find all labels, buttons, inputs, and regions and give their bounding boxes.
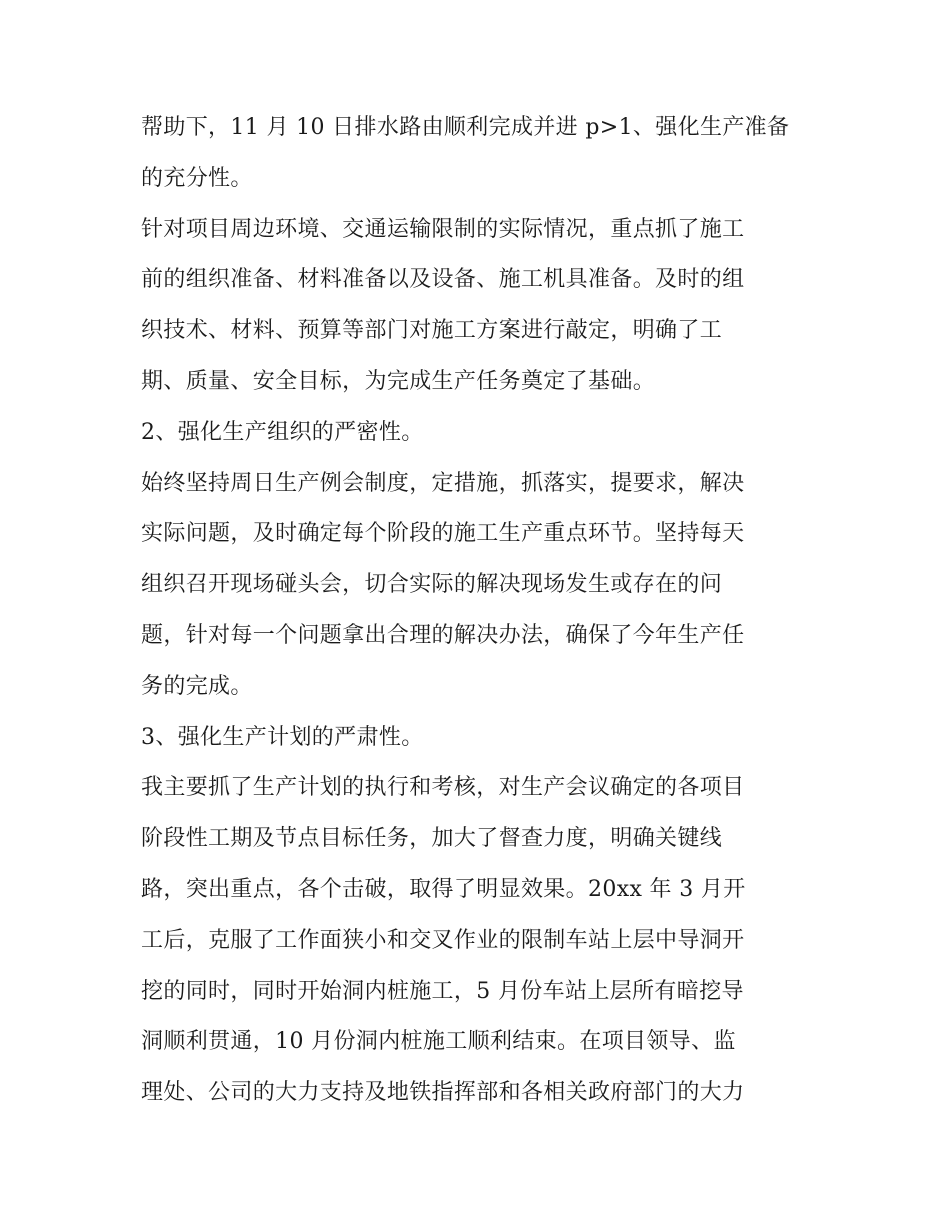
section-heading: 2、强化生产组织的严密性。	[141, 419, 424, 445]
text-line: 我主要抓了生产计划的执行和考核，对生产会议确定的各项目	[141, 775, 745, 801]
text-line: 期、质量、安全目标，为完成生产任务奠定了基础。	[141, 368, 656, 394]
text-line: 工后，克服了工作面狭小和交叉作业的限制车站上层中导洞开	[141, 927, 745, 953]
section-heading: 3、强化生产计划的严肃性。	[141, 724, 424, 750]
text-line: 路，突出重点，各个击破，取得了明显效果。20xx 年 3 月开	[141, 876, 746, 902]
text-line: 题，针对每一个问题拿出合理的解决办法，确保了今年生产任	[141, 622, 745, 648]
text-line: 务的完成。	[141, 673, 253, 699]
text-line: 始终坚持周日生产例会制度，定措施，抓落实，提要求，解决	[141, 470, 745, 496]
text-line: 实际问题，及时确定每个阶段的施工生产重点环节。坚持每天	[141, 521, 745, 547]
text-line: 的充分性。	[141, 165, 253, 191]
document-body	[141, 103, 816, 1119]
text-line: 织技术、材料、预算等部门对施工方案进行敲定，明确了工	[141, 318, 723, 344]
text-line: 组织召开现场碰头会，切合实际的解决现场发生或存在的问	[141, 572, 723, 598]
text-line: 前的组织准备、材料准备以及设备、施工机具准备。及时的组	[141, 267, 745, 293]
text-line: 洞顺利贯通，10 月份洞内桩施工顺利结束。在项目领导、监	[141, 1029, 736, 1055]
text-line: 挖的同时，同时开始洞内桩施工，5 月份车站上层所有暗挖导	[141, 978, 744, 1004]
text-line: 帮助下，11 月 10 日排水路由顺利完成并进 p>1、强化生产准备	[141, 115, 790, 140]
text-line: 理处、公司的大力支持及地铁指挥部和各相关政府部门的大力	[141, 1080, 745, 1106]
text-line: 针对项目周边环境、交通运输限制的实际情况，重点抓了施工	[141, 216, 745, 242]
text-line: 阶段性工期及节点目标任务，加大了督查力度，明确关键线	[141, 826, 723, 852]
